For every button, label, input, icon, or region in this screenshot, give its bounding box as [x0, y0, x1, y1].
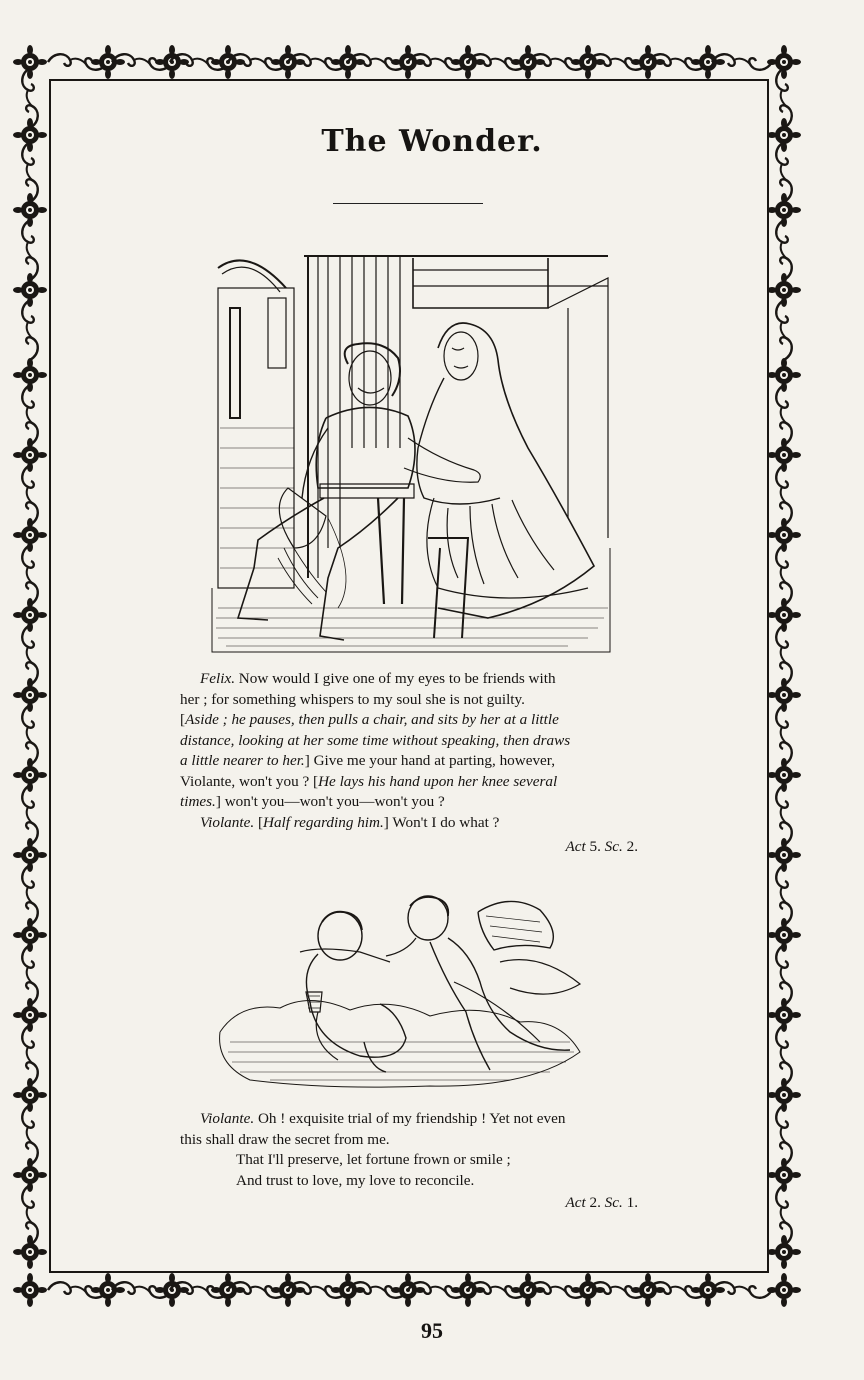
quote1-text: ] Won't I do what ? — [383, 813, 500, 831]
quote1-text: Violante, won't you ? [ — [180, 772, 319, 790]
quote1-text: Now would I give one of my eyes to be friends with — [235, 670, 556, 687]
quote2-line — [180, 1109, 638, 1130]
quote1-line — [180, 772, 638, 793]
ref-scene-label: Sc. — [604, 1194, 623, 1211]
quote-act5-scene2 — [180, 669, 638, 858]
page-title: The Wonder. — [321, 124, 543, 159]
stage-direction: distance, looking at her some time without speaking, then draws — [180, 731, 571, 749]
title-underline — [333, 203, 483, 204]
stage-direction: times. — [180, 793, 216, 810]
verse-line: That I'll preserve, let fortune frown or smile ; — [236, 1151, 511, 1168]
quote1-line — [180, 751, 638, 772]
quote1-text: ] won't you—won't you—won't you ? — [215, 793, 445, 810]
stage-direction: Half regarding him. — [263, 813, 384, 831]
quote1-line — [180, 710, 638, 731]
quote1-line — [180, 792, 638, 813]
bracket: [ — [180, 711, 186, 728]
stage-direction: Aside ; he pauses, then pulls a chair, and sits by her at a little — [185, 711, 559, 728]
quote1-text: [ — [254, 813, 263, 831]
quote1-line: her ; for something whispers to my soul she is not guilty. — [180, 690, 525, 708]
quote1-line — [180, 731, 638, 752]
ref-act-label: Act — [565, 1194, 586, 1211]
stage-direction: He lays his hand upon her knee several — [318, 772, 558, 790]
act-scene-reference — [180, 1193, 638, 1214]
speaker-felix: Felix. — [200, 670, 235, 687]
quote-act2-scene1 — [180, 1109, 638, 1214]
quote2-text: Oh ! exquisite trial of my friendship ! Yet not even — [254, 1110, 566, 1127]
ref-scene-number: 1. — [626, 1194, 638, 1211]
ref-scene-number: 2. — [626, 838, 638, 855]
ref-act-number: 5. — [589, 838, 601, 855]
verse-line: And trust to love, my love to reconcile. — [236, 1171, 475, 1189]
ref-act-number: 2. — [589, 1194, 601, 1211]
engraving-felix-violante — [208, 248, 614, 656]
quote2-line: this shall draw the secret from me. — [180, 1130, 390, 1148]
engraving-cherubs — [210, 892, 600, 1092]
speaker-violante: Violante. — [200, 1110, 255, 1127]
act-scene-reference — [180, 837, 638, 858]
quote1-text: ] Give me your hand at parting, however, — [304, 752, 556, 769]
speaker-violante: Violante. — [200, 813, 255, 831]
ref-act-label: Act — [565, 838, 586, 855]
ref-scene-label: Sc. — [604, 838, 623, 855]
page-number: 95 — [421, 1318, 443, 1343]
stage-direction: a little nearer to her. — [180, 752, 305, 769]
quote1-line — [180, 813, 638, 834]
quote1-line — [180, 669, 638, 690]
